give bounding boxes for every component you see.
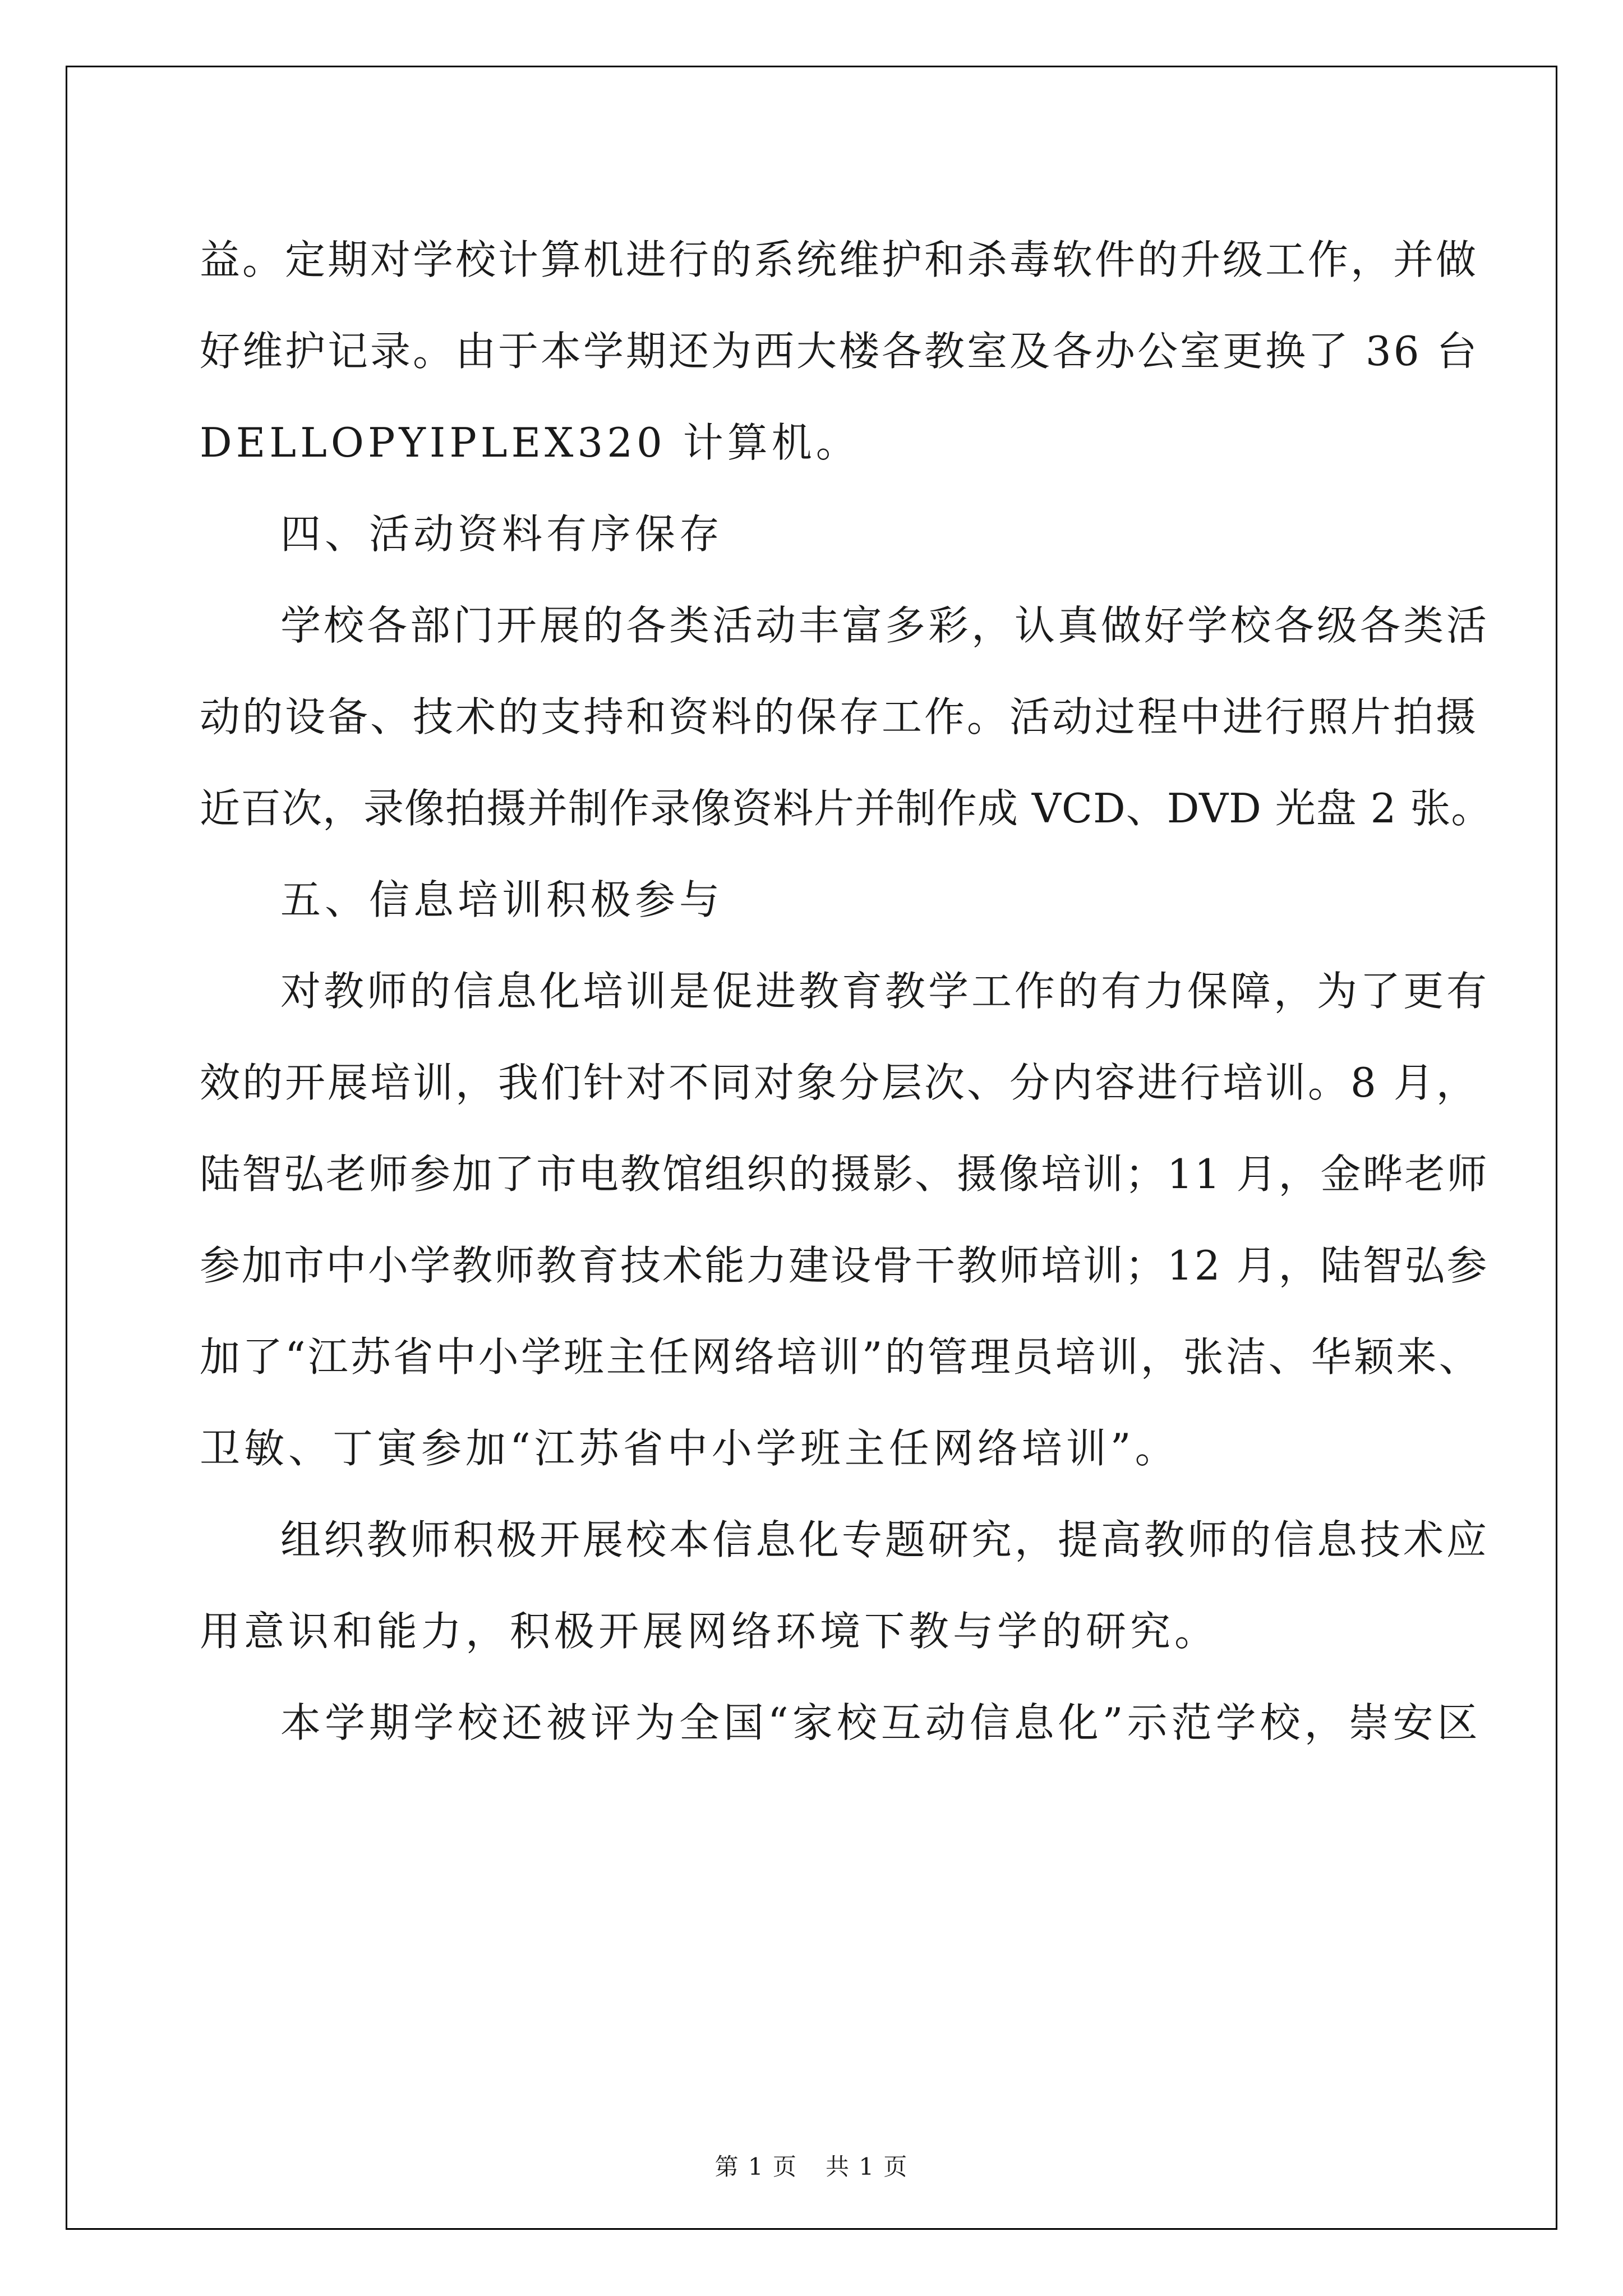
text-line: 对教师的信息化培训是促进教育教学工作的有力保障，为了更有: [280, 968, 1490, 1015]
section-heading: 四、活动资料有序保存: [280, 510, 724, 558]
page-number: 第 1 页: [714, 2153, 797, 2180]
text-line: 近百次，录像拍摄并制作录像资料片并制作成 VCD、DVD 光盘 2 张。: [200, 785, 1492, 832]
page-frame: [66, 66, 1557, 2230]
document-body: [67, 67, 1556, 2228]
text-line: 益。定期对学校计算机进行的系统维护和杀毒软件的升级工作，并做: [200, 236, 1479, 283]
page-footer: [67, 2148, 1556, 2182]
text-line: 组织教师积极开展校本信息化专题研究，提高教师的信息技术应: [280, 1516, 1490, 1563]
text-line: 卫敏、丁寅参加“江苏省中小学班主任网络培训”。: [200, 1425, 1179, 1472]
text-line: 本学期学校还被评为全国“家校互动信息化”示范学校，崇安区: [280, 1699, 1482, 1746]
text-line: 加了“江苏省中小学班主任网络培训”的管理员培训，张洁、华颖来、: [200, 1333, 1482, 1381]
section-heading: 五、信息培训积极参与: [280, 876, 724, 923]
text-line: 学校各部门开展的各类活动丰富多彩，认真做好学校各级各类活: [280, 602, 1490, 649]
text-line: 参加市中小学教师教育技术能力建设骨干教师培训；12 月，陆智弘参: [200, 1242, 1489, 1289]
text-line: DELLOPYIPLEX320 计算机。: [200, 419, 860, 466]
page-count: 共 1 页: [826, 2153, 909, 2180]
text-line: 陆智弘老师参加了市电教馆组织的摄影、摄像培训；11 月，金晔老师: [200, 1151, 1489, 1198]
text-line: 用意识和能力，积极开展网络环境下教与学的研究。: [200, 1608, 1219, 1655]
text-line: 动的设备、技术的支持和资料的保存工作。活动过程中进行照片拍摄: [200, 693, 1479, 740]
text-line: 好维护记录。由于本学期还为西大楼各教室及各办公室更换了 36 台: [200, 328, 1479, 375]
text-line: 效的开展培训，我们针对不同对象分层次、分内容进行培训。8 月，: [200, 1059, 1479, 1106]
